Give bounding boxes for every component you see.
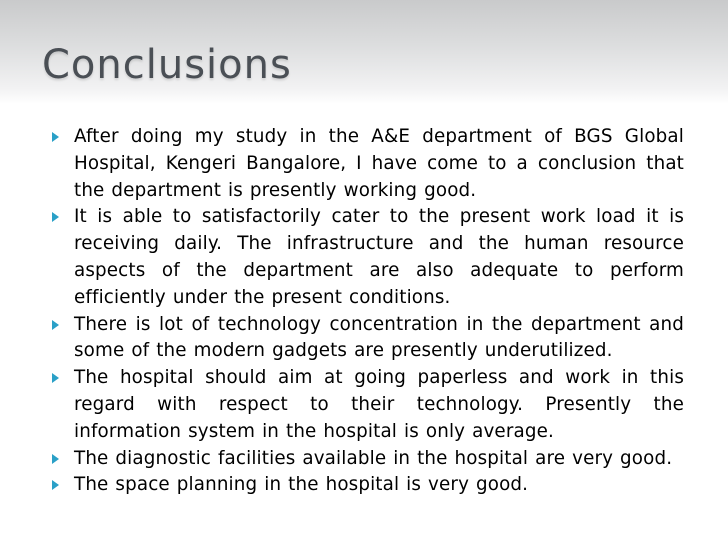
triangle-right-icon — [52, 132, 59, 142]
triangle-right-icon — [52, 480, 59, 490]
slide-title: Conclusions — [42, 42, 292, 88]
bullet-item — [0, 312, 684, 366]
bullet-text: There is lot of technology concentration in the department and some of the modern gadgets are presently underutilized. — [74, 313, 684, 362]
bullet-list — [0, 124, 728, 499]
triangle-right-icon — [52, 373, 59, 383]
bullet-text: The space planning in the hospital is very good. — [74, 474, 529, 496]
bullet-item — [0, 446, 684, 473]
bullet-item — [0, 124, 684, 204]
bullet-item — [0, 472, 684, 499]
bullet-text: The hospital should aim at going paperless and work in this regard with respect to their technology. Presently the information system in the hospital is only average. — [74, 367, 684, 442]
bullet-text: The diagnostic facilities available in the hospital are very good. — [74, 447, 673, 469]
triangle-right-icon — [52, 212, 59, 222]
bullet-text: It is able to satisfactorily cater to the present work load it is receiving daily. The infrastructure and the human resource aspects of the department are also adequate to perform efficiently under the present conditions. — [74, 206, 684, 308]
bullet-text: After doing my study in the A&E department of BGS Global Hospital, Kengeri Bangalore, I have come to a conclusion that the department is presently working good. — [74, 126, 684, 201]
bullet-item — [0, 204, 684, 311]
bullet-item — [0, 365, 684, 445]
triangle-right-icon — [52, 454, 59, 464]
triangle-right-icon — [52, 320, 59, 330]
